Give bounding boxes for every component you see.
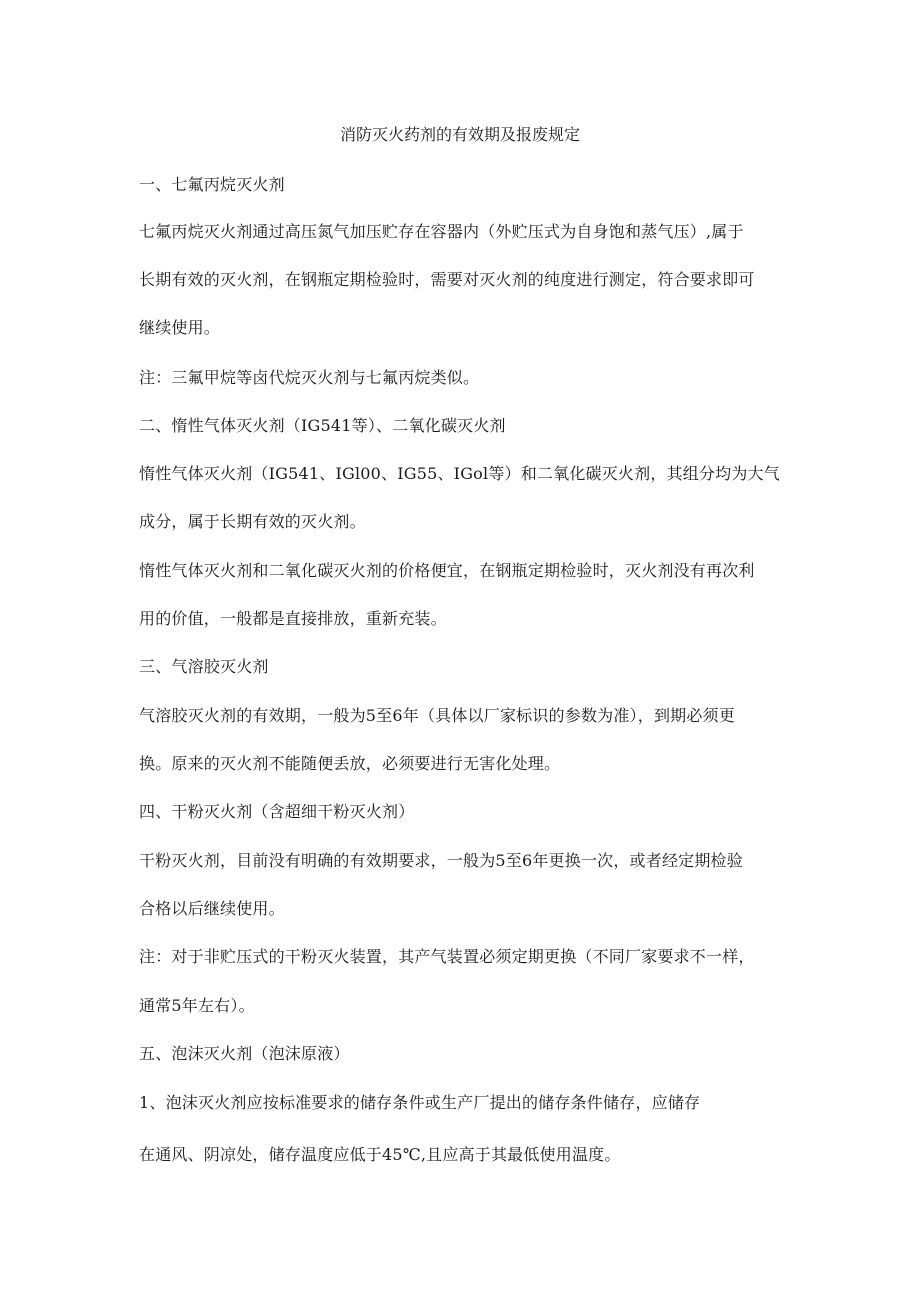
section-heading-2: 二、惰性气体灭火剂（IG541等）、二氧化碳灭火剂	[139, 416, 506, 435]
paragraph-line: 长期有效的灭火剂，在钢瓶定期检验时，需要对灭火剂的纯度进行测定，符合要求即可	[139, 270, 755, 289]
section-heading-4: 四、干粉灭火剂（含超细干粉灭火剂）	[139, 802, 415, 821]
paragraph-line: 气溶胶灭火剂的有效期，一般为5至6年（具体以厂家标识的参数为准），到期必须更	[139, 706, 735, 725]
paragraph-line: 干粉灭火剂，目前没有明确的有效期要求，一般为5至6年更换一次，或者经定期检验	[139, 851, 743, 870]
paragraph-line: 成分，属于长期有效的灭火剂。	[139, 512, 366, 531]
paragraph-line: 继续使用。	[139, 318, 221, 337]
note-line: 注：三氟甲烷等卤代烷灭火剂与七氟丙烷类似。	[139, 368, 480, 387]
paragraph-line: 用的价值，一般都是直接排放，重新充装。	[139, 609, 447, 628]
section-heading-5: 五、泡沫灭火剂（泡沫原液）	[139, 1044, 350, 1063]
note-line: 通常5年左右）。	[139, 996, 255, 1015]
paragraph-line: 惰性气体灭火剂（IG541、IGl00、IG55、IGol等）和二氧化碳灭火剂，其组分均为大气	[139, 464, 780, 483]
paragraph-line: 惰性气体灭火剂和二氧化碳灭火剂的价格便宜，在钢瓶定期检验时，灭火剂没有再次利	[139, 561, 755, 580]
paragraph-line: 换。原来的灭火剂不能随便丢放，必须要进行无害化处理。	[139, 754, 561, 773]
note-line: 注：对于非贮压式的干粉灭火装置，其产气装置必须定期更换（不同厂家要求不一样，	[139, 947, 755, 966]
document-title: 消防灭火药剂的有效期及报废规定	[339, 125, 580, 144]
paragraph-line: 合格以后继续使用。	[139, 899, 285, 918]
section-heading-3: 三、气溶胶灭火剂	[139, 657, 269, 676]
section-heading-1: 一、七氟丙烷灭火剂	[139, 175, 285, 194]
paragraph-line: 1、泡沫灭火剂应按标准要求的储存条件或生产厂提出的储存条件储存，应储存	[139, 1093, 701, 1112]
paragraph-line: 七氟丙烷灭火剂通过高压氮气加压贮存在容器内（外贮压式为自身饱和蒸气压）,属于	[139, 222, 744, 241]
paragraph-line: 在通风、阴凉处，储存温度应低于45℃,且应高于其最低使用温度。	[139, 1145, 621, 1164]
